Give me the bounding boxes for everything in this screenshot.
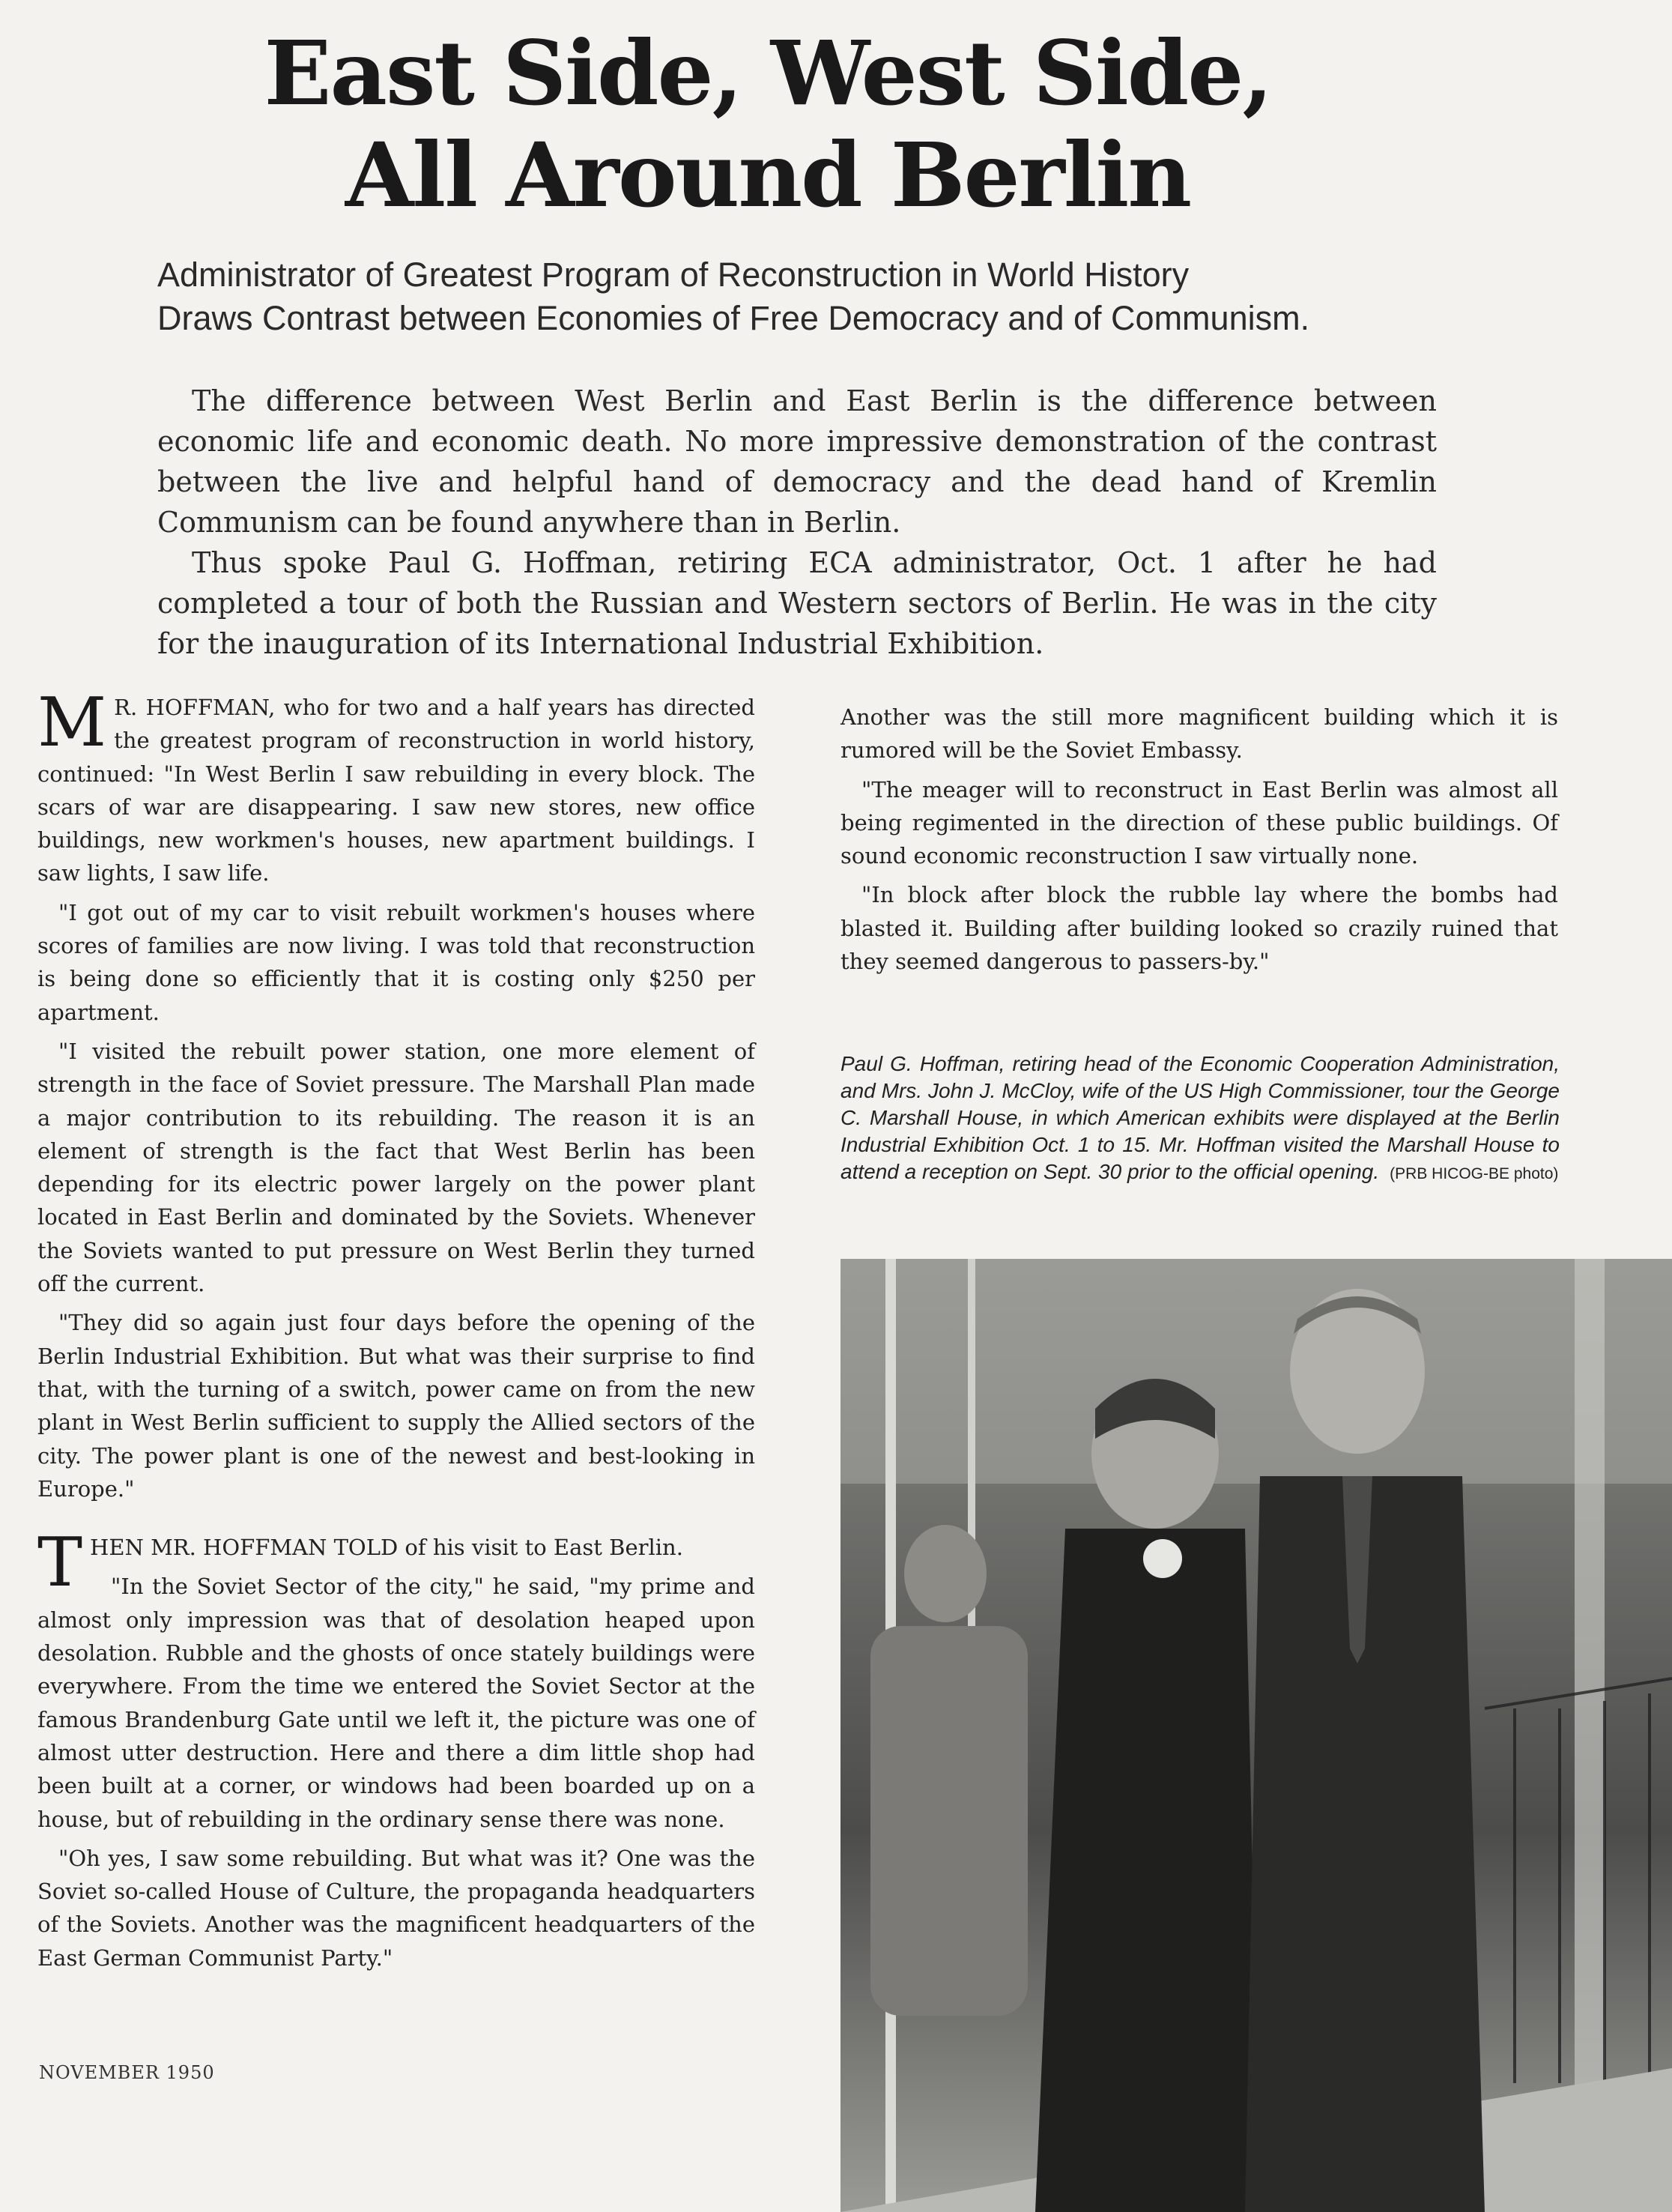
- photo-caption: [840, 1051, 1560, 1188]
- headline-line-2: All Around Berlin: [345, 123, 1191, 227]
- article-subtitle: [157, 253, 1438, 340]
- body-paragraph: "In block after block the rubble lay where the bombs had blasted it. Building after building looked so crazily ruined that they seemed dangerous to passers-by.": [840, 882, 1558, 975]
- article-photo: [840, 1259, 1672, 2212]
- subtitle-line-1: Administrator of Greatest Program of Reconstruction in World History: [157, 256, 1190, 294]
- body-paragraph: "I got out of my car to visit rebuilt workmen's houses where scores of families are now living. I was told that reconstruction is being done so efficiently that it is costing only $250 per apartment.: [37, 899, 755, 1025]
- photo-illustration: [840, 1259, 1672, 2212]
- photo-credit: (PRB HICOG-BE photo): [1390, 1165, 1559, 1182]
- drop-cap: T: [37, 1523, 83, 1603]
- intro-block: [157, 381, 1437, 664]
- subtitle-line-2: Draws Contrast between Economies of Free Democracy and of Communism.: [157, 299, 1310, 337]
- body-paragraph: THEN MR. HOFFMAN TOLD of his visit to East Berlin.: [37, 1523, 683, 1603]
- body-paragraph: "The meager will to reconstruct in East Berlin was almost all being regimented in the direction of these public buildings. Of sound economic reconstruction I saw virtually none.: [840, 776, 1558, 869]
- body-paragraph: Another was the still more magnificent building which it is rumored will be the Soviet Embassy.: [840, 704, 1558, 764]
- body-paragraph: "I visited the rebuilt power station, one more element of strength in the face of Soviet pressure. The Marshall Plan made a major contribution to its rebuilding. The reason it is an element of strength is the fact that West Berlin has been depending for its electric power largely on the power plant located in East Berlin and dominated by the Soviets. Whenever the Soviets wanted to put pressure on West Berlin they turned off the current.: [37, 1038, 755, 1297]
- headline-line-1: East Side, West Side,: [264, 21, 1272, 125]
- page-footer-date: NOVEMBER 1950: [39, 2062, 215, 2083]
- right-column: [840, 701, 1558, 984]
- body-paragraph: "They did so again just four days before the opening of the Berlin Industrial Exhibition. But what was their surprise to find that, with the turning of a switch, power came on from the new plant in West Berlin sufficient to supply the Allied sectors of the city. The power plant is one of the newest and best-looking in Europe.": [37, 1310, 755, 1502]
- intro-paragraph: The difference between West Berlin and East Berlin is the difference between economic life and economic death. No more impressive demonstration of the contrast between the live and helpful hand of democracy and the dead hand of Kremlin Communism can be found anywhere than in Berlin.: [157, 384, 1437, 539]
- drop-cap: M: [37, 683, 107, 762]
- caption-text: Paul G. Hoffman, retiring head of the Economic Cooperation Administration, and Mrs. John J. McCloy, wife of the US High Commissioner, tour the George C. Marshall House, in which American exhibits were displayed at the Berlin Industrial Exhibition Oct. 1 to 15. Mr. Hoffman visited the Marshall House to attend a reception on Sept. 30 prior to the official opening.: [840, 1052, 1560, 1183]
- left-column: [37, 683, 755, 1980]
- intro-paragraph: Thus spoke Paul G. Hoffman, retiring ECA administrator, Oct. 1 after he had completed a tour of both the Russian and Western sectors of Berlin. He was in the city for the inauguration of its International Industrial Exhibition.: [157, 546, 1437, 660]
- body-paragraph: M R. HOFFMAN, who for two and a half years has directed the greatest program of reconstruction in world history, continued: "In West Berlin I saw rebuilding in every block. The scars of war are disappearing. I saw new stores, new office buildings, new workmen's houses, new apartment buildings. I saw lights, I saw life.: [37, 683, 755, 886]
- body-paragraph: "In the Soviet Sector of the city," he said, "my prime and almost only impression was that of desolation heaped upon desolation. Rubble and the ghosts of once stately buildings were everywhere. From the time we entered the Soviet Sector at the famous Brandenburg Gate until we left it, the picture was one of almost utter destruction. Here and there a dim little shop had been built at a corner, or windows had been boarded up on a house, but of rebuilding in the ordinary sense there was none.: [37, 1574, 755, 1832]
- body-paragraph: "Oh yes, I saw some rebuilding. But what was it? One was the Soviet so-called House of Culture, the propaganda headquarters of the Soviets. Another was the magnificent headquarters of the East German Communist Party.": [37, 1845, 755, 1971]
- article-headline: [0, 22, 1536, 226]
